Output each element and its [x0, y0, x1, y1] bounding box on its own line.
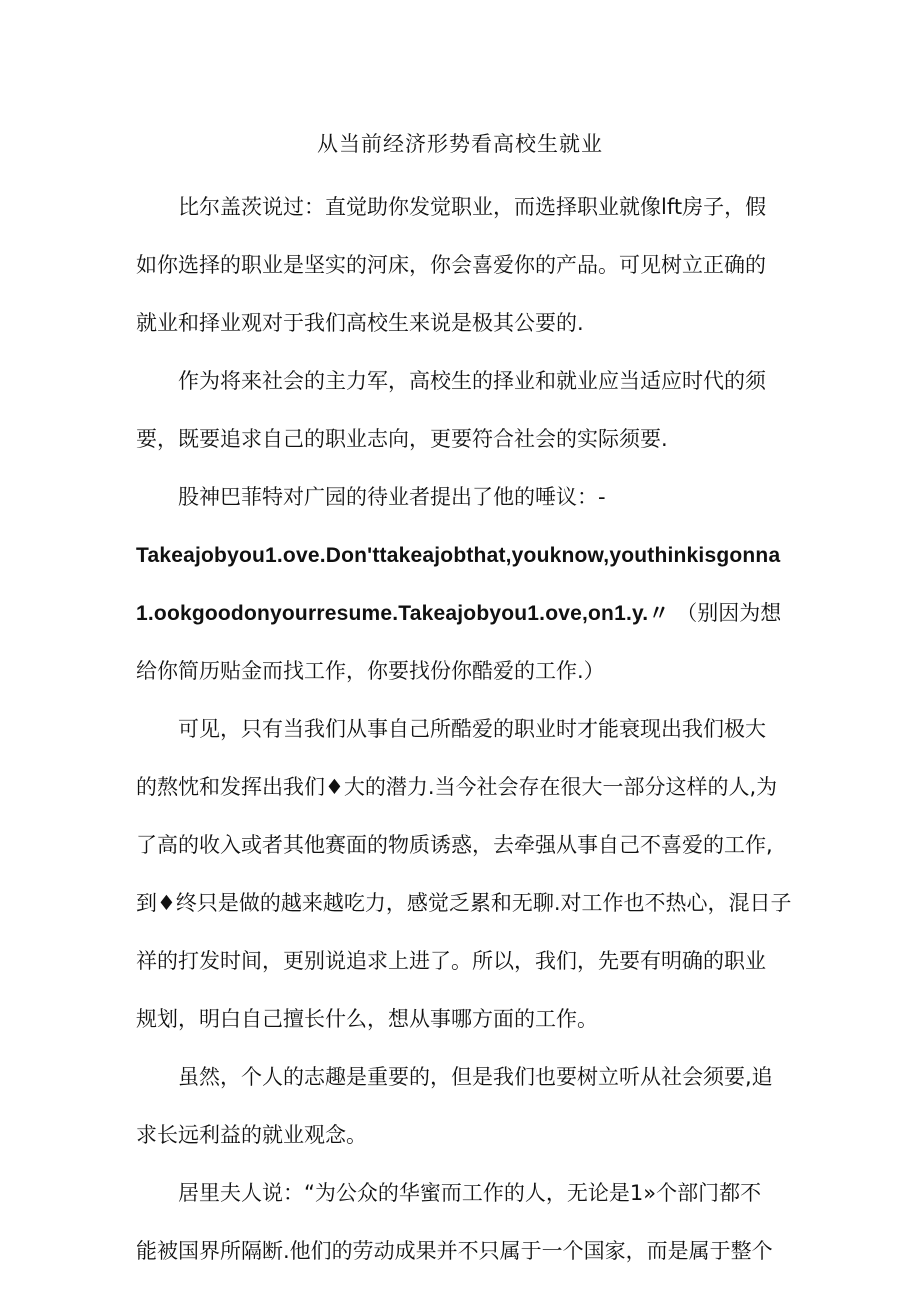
text-line — [136, 294, 792, 352]
text-line — [136, 642, 792, 700]
text-line — [136, 1222, 792, 1280]
paragraph-text: 求长远利益的就业观念。 — [136, 1123, 367, 1147]
paragraph-text: 如你选择的职业是坚实的河床，你会喜爱你的产品。可见树立正确的 — [136, 253, 766, 277]
text-line — [136, 1106, 792, 1164]
text-line — [136, 236, 792, 294]
text-line — [136, 758, 792, 816]
text-line — [136, 990, 792, 1048]
text-line — [136, 526, 792, 584]
paragraph-text: 的熬忱和发挥出我们♦大的潜力.当今社会存在很大一部分这样的人,为 — [136, 775, 778, 799]
text-line — [136, 584, 792, 642]
paragraph-text: 祥的打发时间，更别说追求上进了。所以，我们，先要有明确的职业 — [136, 949, 766, 973]
document-title: 从当前经济形势看高校生就业 — [317, 132, 603, 156]
paragraph-text: 比尔盖茨说过：直觉助你发觉职业，而选择职业就像lft房子，假 — [178, 195, 767, 219]
paragraph-text: 股神巴菲特对广园的待业者提出了他的唾议：- — [178, 485, 606, 509]
paragraph-text: 要，既要追求自己的职业志向，更要符合社会的实际须要. — [136, 427, 668, 451]
text-line — [136, 1048, 792, 1106]
english-quote-text: 1.ookgoodonyourresume.Takeajobyou1.ove,on1.y.〃 — [136, 602, 670, 625]
paragraph-text: 居里夫人说：“为公众的华蜜而工作的人，无论是1»个部门都不 — [178, 1181, 762, 1205]
text-line — [136, 178, 792, 236]
text-line — [136, 700, 792, 758]
text-line — [136, 352, 792, 410]
paragraph-text: 虽然，个人的志趣是重要的，但是我们也要树立听从社会须要,追 — [178, 1065, 773, 1089]
paragraph-text: 到♦终只是做的越来越吃力，感觉乏累和无聊.对工作也不热心，混日子 — [136, 891, 792, 915]
text-line — [136, 1164, 792, 1222]
paragraph-text: 了高的收入或者其他赛面的物质诱惑，去牵强从事自己不喜爱的工作, — [136, 833, 773, 857]
document-body — [136, 178, 792, 1280]
text-line — [136, 932, 792, 990]
paragraph-text: 给你简历贴金而找工作，你要找份你酷爱的工作.） — [136, 659, 605, 683]
paragraph-text: 规划，明白自己擅长什么，想从事哪方面的工作。 — [136, 1007, 598, 1031]
english-quote-text: Takeajobyou1.ove.Don'ttakeajobthat,youknow,youthinkisgonna — [136, 544, 781, 567]
text-line — [136, 410, 792, 468]
paragraph-text: 就业和择业观对于我们高校生来说是极其公要的. — [136, 311, 584, 335]
chinese-text: （别因为想 — [676, 601, 782, 625]
text-line — [136, 468, 792, 526]
text-line — [136, 816, 792, 874]
paragraph-text: 能被国界所隔断.他们的劳动成果并不只属于一个国家，而是属于整个 — [136, 1239, 773, 1263]
text-line — [136, 874, 792, 932]
paragraph-text: 可见，只有当我们从事自己所酷爱的职业时才能衰现出我们极大 — [178, 717, 766, 741]
paragraph-text: 作为将来社会的主力军，高校生的择业和就业应当适应时代的须 — [178, 369, 766, 393]
